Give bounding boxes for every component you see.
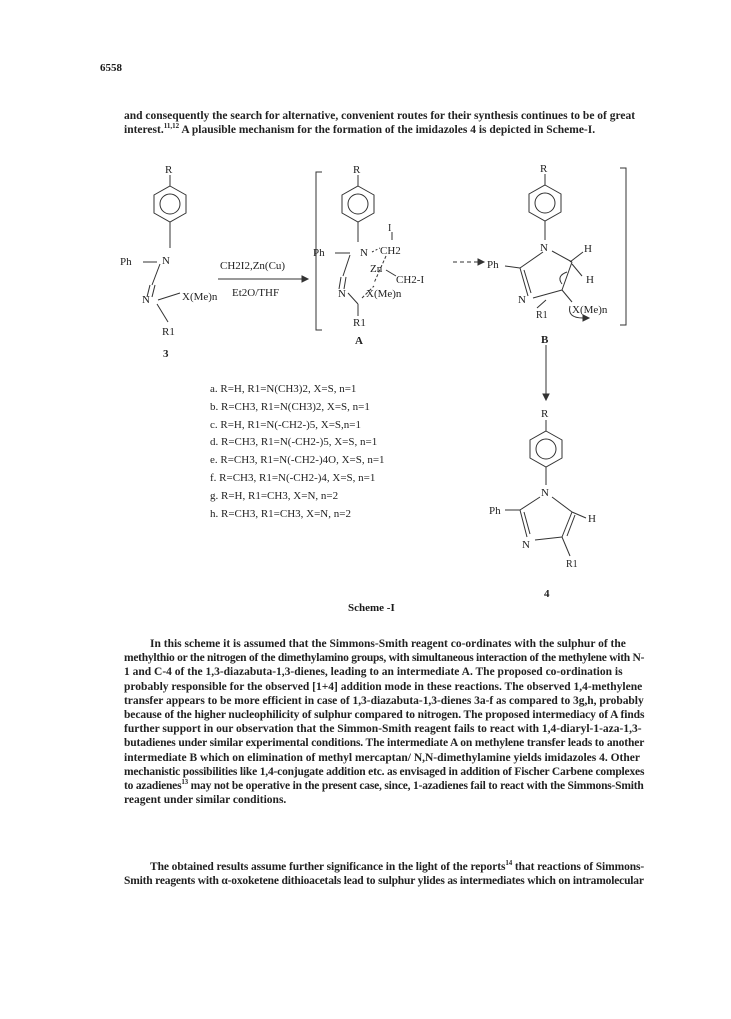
aromatic-circle-4 [536,439,556,459]
label-Ph-3: Ph [120,256,132,268]
label-R1-A: R1 [353,317,366,329]
para2-line-2: Smith reagents with α-oxoketene dithioacetals lead to sulphur ylides as intermediates which on intramolecular [124,875,644,888]
para2-line-1 [124,860,644,874]
legend-item-c: c. R=H, R1=N(-CH2-)5, X=S,n=1 [210,418,362,431]
label-R1-4: R1 [566,559,578,570]
label-N-B2: N [518,294,526,306]
page-number: 6558 [100,62,122,74]
body-line-4: probably responsible for the observed [1+4] addition mode in these reactions. The observed 1,4-methylene [124,680,643,693]
legend-item-f: f. R=CH3, R1=N(-CH2-)4, X=S, n=1 [210,471,376,484]
label-N-3a: N [162,255,170,267]
intro-line-2-post: A plausible mechanism for the formation of the imidazoles 4 is depicted in Scheme-I. [179,124,596,137]
body-paragraph [124,637,644,807]
label-N-B1: N [540,242,548,254]
legend-item-e: e. R=CH3, R1=N(-CH2-)4O, X=S, n=1 [210,454,385,467]
benzene-ring-4 [530,431,562,467]
label-N-4b: N [522,539,530,551]
label-R-4: R [541,408,549,420]
legend-item-h: h. R=CH3, R1=CH3, X=N, n=2 [210,507,351,520]
compound-label-B: B [541,334,549,346]
label-H-B2: H [586,274,594,286]
label-N-4a: N [541,487,549,499]
intro-line-2-pre: interest. [124,124,164,137]
benzene-ring-B [529,185,561,221]
label-CH2I-A: CH2-I [396,274,425,286]
label-N-3b: N [142,294,150,306]
label-R1-B: R1 [536,310,548,321]
label-Ph-B: Ph [487,259,499,271]
body-line-12: reagent under similar conditions. [124,794,287,807]
scheme-caption: Scheme -I [348,602,395,614]
label-Ph-4: Ph [489,505,501,517]
label-H-B1: H [584,243,592,255]
body-line-9: intermediate B which on elimination of methyl mercaptan/ N,N-dimethylamine yields imidazoles 4. Other [124,751,640,764]
body-line-2: methylthio or the nitrogen of the dimethylamino groups, with simultaneous interaction of the methylene with N- [124,652,645,665]
citation-14: 14 [505,859,513,868]
label-R-3: R [165,164,173,176]
reagent-top: CH2I2,Zn(Cu) [220,260,286,272]
legend-item-d: d. R=CH3, R1=N(-CH2-)5, X=S, n=1 [210,436,378,449]
label-XMe-A: X(Me)n [366,288,402,300]
label-N-A2: N [338,288,346,300]
second-paragraph [124,860,644,888]
legend-item-a: a. R=H, R1=N(CH3)2, X=S, n=1 [210,383,357,395]
label-H-4: H [588,513,596,525]
label-R-B: R [540,163,548,175]
aromatic-circle-A [348,194,368,214]
body-line-8: butadienes under similar experimental conditions. The intermediate A on methylene transfer leads to another [124,737,645,750]
body-line-5: transfer appears to be more efficient in case of 1,3-diazabuta-1,3-dienes 3a-f as compared to 3g,h, probably [124,694,644,707]
body-line-6: because of the higher nucleophilicity of sulphur compared to nitrogen. The proposed intermediacy of A finds [124,709,645,722]
body-line-11-pre: to azadienes [124,780,182,793]
label-CH2-A: CH2 [380,245,401,257]
label-Zn-A: Zn [370,263,383,275]
body-line-10: mechanistic possibilities like 1,4-conjugate addition etc. as envisaged in addition of Fischer Carbene complexes [124,765,645,778]
label-I-A: I [388,223,392,234]
body-line-3: 1 and C-4 of the 1,3-diazabuta-1,3-dienes, leading to an intermediate A. The proposed co-ordination is [124,666,623,679]
intro-line-1: and consequently the search for alternative, convenient routes for their synthesis continues to be of great [124,110,636,122]
citation-11-12: 11,12 [163,122,180,131]
legend-item-b: b. R=CH3, R1=N(CH3)2, X=S, n=1 [210,400,370,413]
para2-line-1-pre: The obtained results assume further significance in the light of the reports [150,861,506,873]
para2-line-1-post: that reactions of Simmons- [512,861,645,873]
body-line-7: further support in our observation that the Simmon-Smith reagent fails to react with 1,4-diaryl-1-aza-1,3- [124,723,642,736]
label-R-A: R [353,164,361,176]
label-XMe-3: X(Me)n [182,291,218,303]
compound-label-4: 4 [544,588,550,600]
aromatic-circle-B [535,193,555,213]
benzene-ring-3 [154,186,186,222]
label-Ph-A: Ph [313,247,325,259]
citation-13: 13 [181,778,188,787]
legend-item-g: g. R=H, R1=CH3, X=N, n=2 [210,489,339,502]
compound-label-3: 3 [163,348,169,360]
label-XMe-B: X(Me)n [572,304,608,316]
compound-label-A: A [355,335,363,347]
body-line-11 [124,779,644,793]
aromatic-circle-3 [160,194,180,214]
body-line-11-post: may not be operative in the present case, since, 1-azadienes fail to react with the Simmons-Smith [187,780,644,793]
label-R1-3: R1 [162,326,175,338]
benzene-ring-A [342,186,374,222]
reagent-bottom: Et2O/THF [232,287,280,299]
body-line-1: In this scheme it is assumed that the Simmons-Smith reagent co-ordinates with the sulphur of the [150,638,626,650]
substituent-legend [210,381,385,523]
label-N-A1: N [360,247,368,259]
